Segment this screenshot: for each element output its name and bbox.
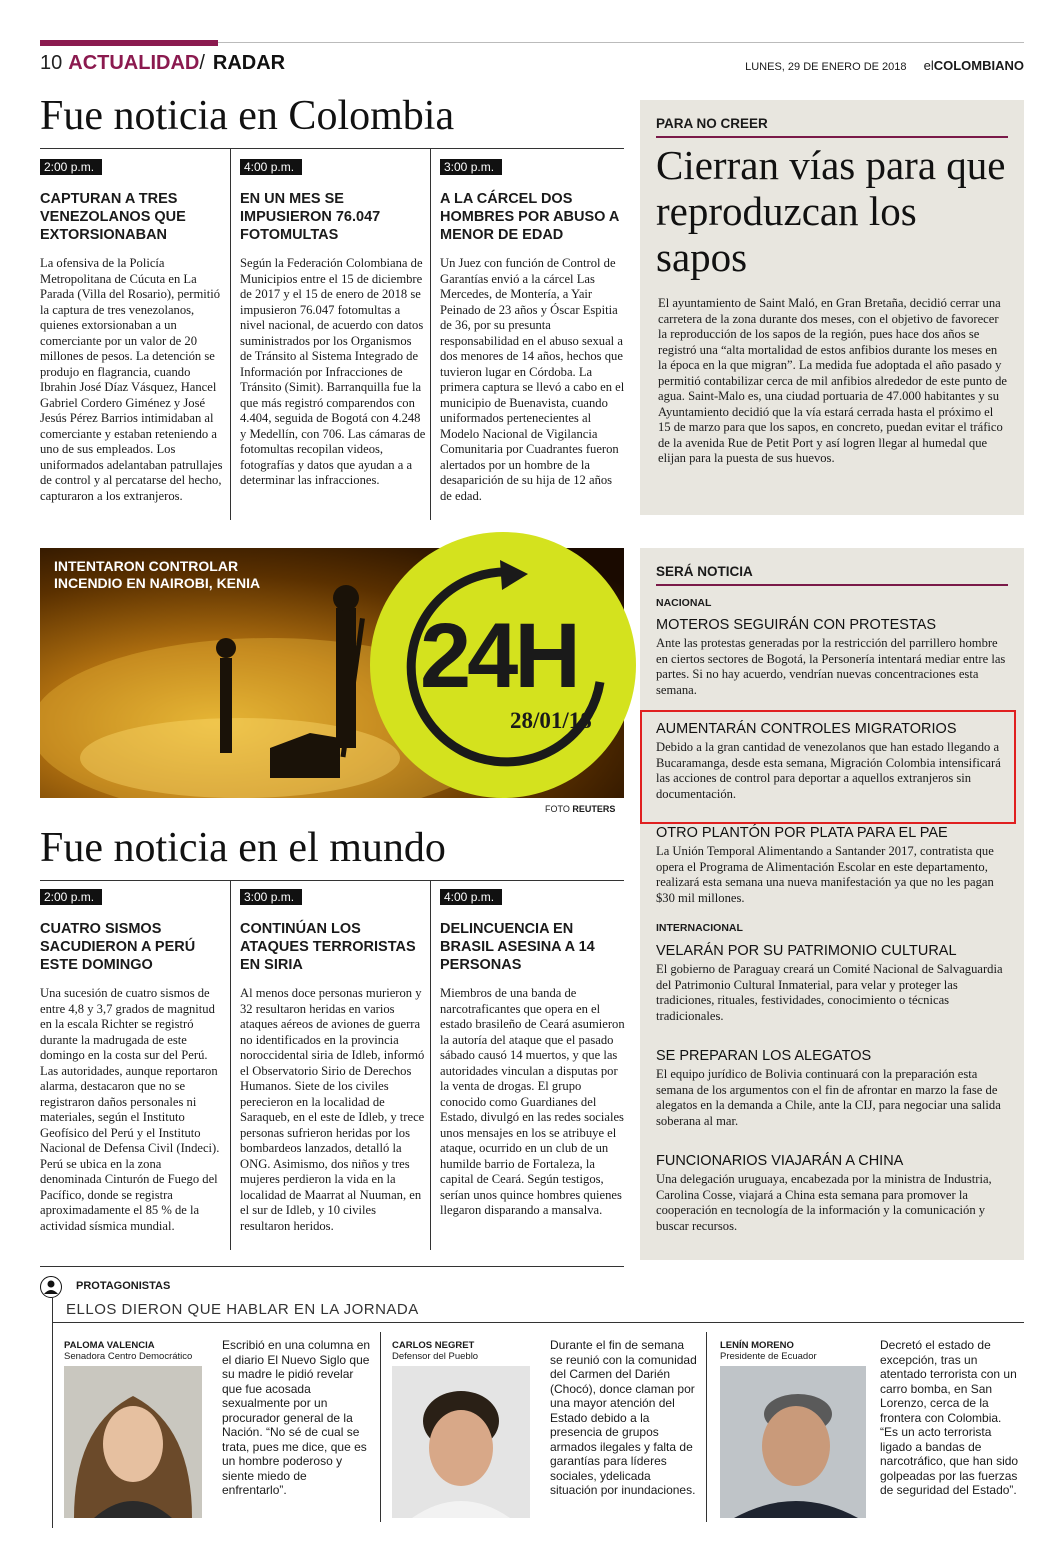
- protagonistas-vline: [52, 1298, 53, 1528]
- header-meta: [745, 58, 1024, 73]
- item-title: MOTEROS SEGUIRÁN CON PROTESTAS: [656, 617, 937, 633]
- internacional-label: INTERNACIONAL: [656, 922, 743, 934]
- issue-date: LUNES, 29 DE ENERO DE 2018: [745, 61, 907, 73]
- para-no-creer-panel: [640, 100, 1024, 515]
- sera-noticia-item: [656, 943, 1008, 1024]
- sera-noticia-item: [656, 1048, 1008, 1129]
- story-body: Una sucesión de cuatro sismos de entre 4,8 y 3,7 grados de magnitud en la escala Richter se registró durante la madrugada de este domingo en la costa sur del Perú. Las autoridades, aunque reportaron alarma, destacaron que no se registraron daños personales ni materiales, según el Instituto Geofísico del Perú y el Instituto Nacional de Defensa Civil (Indeci). Perú se ubica en la zona denominada Cinturón de Fuego del Pacífico, donde se registra aproximadamente el 85 % de la actividad sísmica mundial.: [40, 986, 220, 1233]
- person-icon: [40, 1276, 62, 1298]
- header-accent-bar: [40, 40, 218, 46]
- story-body: La ofensiva de la Policía Metropolitana de Cúcuta en La Parada (Villa del Rosario), permitió la captura de tres venezolanos, quienes extorsionaban a un comerciante por un valor de 20 millones de pesos. La detención se produjo en flagrancia, cuando Ibrahin José Díaz Vásquez, Hancel Gabriel Cordero Giménez y José Jesús Pérez Barrios intimidaban al comerciante y estaban reteniendo a uno de sus empleados. Los uniformados adelantaban patrullajes de control y al percatarse del hecho, capturaron a los extranjeros.: [40, 256, 223, 503]
- item-body: El gobierno de Paraguay creará un Comité Nacional de Salvaguardia del Patrimonio Cultural Inmaterial, para velar y proteger las tradiciones, rituales, festividades, conocimiento o técnicas tradicionales.: [656, 962, 1003, 1023]
- story-time: 2:00 p.m.: [40, 889, 102, 905]
- header-rule: [218, 42, 1024, 43]
- mundo-rule: [40, 880, 624, 881]
- colombia-story-3: [440, 158, 626, 504]
- section-separator: /: [199, 52, 205, 74]
- story-time: 4:00 p.m.: [440, 889, 502, 905]
- sera-noticia-item: [656, 825, 1008, 906]
- item-title: OTRO PLANTÓN POR PLATA PARA EL PAE: [656, 825, 948, 841]
- column-separator: [230, 148, 231, 520]
- story-body: Miembros de una banda de narcotraficantes que opera en el estado brasileño de Ceará asumieron la autoría del ataque que el pasado sábado causó 14 muertos, y que las autoridades vinculan a disputas por la venta de drogas. El grupo conocido como Guardianes del Estado, divulgó en las redes sociales unos mensajes en los se atribuye el ataque, ocurrido en un club de un humilde barrio de Fortaleza, la capital de Ceará. Según testigos, serían unos quince hombres quienes llegaron disparando a mansalva.: [440, 986, 625, 1217]
- column-separator: [230, 880, 231, 1250]
- section-header: [40, 52, 285, 75]
- protagonistas-top-rule: [52, 1322, 1024, 1323]
- person-text: Decretó el estado de excepción, tras un atentado terrorista con un carro bomba, en San Lorenzo, cerca de la frontera con Colombia. “Es un acto terrorista ligado a bandas de narcotráfico, que han sido golpeadas por las fuerzas de seguridad del Estado”.: [880, 1338, 1019, 1497]
- column-separator: [430, 880, 431, 1250]
- story-headline: DELINCUENCIA EN BRASIL ASESINA A 14 PERSONAS: [440, 921, 595, 973]
- person-role: Defensor del Pueblo: [392, 1351, 479, 1362]
- story-headline: CUATRO SISMOS SACUDIERON A PERÚ ESTE DOMINGO: [40, 921, 196, 973]
- story-body: Un Juez con función de Control de Garantías envió a la cárcel Las Mercedes, de Montería, a Yair Peinado de 23 años y Óscar Espitia de 36, por su presunta responsabilidad en el abuso sexual a dos menores de 14 años, hechos que tuvieron lugar en Córdoba. La primera captura se llevó a cabo en el municipio de Buenavista, cuando uniformados pertenecientes al Modelo Nacional de Vigilancia Comunitaria por Cuadrantes fueron alertados por un hombre de la desaparición de su hija de 12 años de edad.: [440, 256, 625, 503]
- portrait-illustration: [64, 1366, 202, 1518]
- photo-credit: FOTO REUTERS: [545, 804, 616, 814]
- story-body: Al menos doce personas murieron y 32 resultaron heridas en varios ataques aéreos de aviones de guerra no identificados en la provincia noroccidental siria de Idleb, informó el Observatorio Sirio de Derechos Humanos. Siete de los civiles perecieron en la localidad de Saraqueb, en el este de Idleb, y trece personas sufrieron heridas por los bombardeos lanzados, detalló la ONG. Asimismo, dos niños y tres mujeres perdieron la vida en la localidad de Maarrat al Nuuman, en el sur de Idleb, y 10 civiles resultaron heridos.: [240, 986, 425, 1233]
- sera-noticia-item: [656, 1153, 1008, 1234]
- story-headline: CAPTURAN A TRES VENEZOLANOS QUE EXTORSIONABAN: [40, 191, 186, 243]
- person-role: Senadora Centro Democrático: [64, 1351, 193, 1362]
- portrait-illustration: [392, 1366, 530, 1518]
- avatar: [392, 1366, 530, 1518]
- story-time: 4:00 p.m.: [240, 159, 302, 175]
- story-headline: CONTINÚAN LOS ATAQUES TERRORISTAS EN SIRIA: [240, 921, 416, 973]
- mundo-title: Fue noticia en el mundo: [40, 825, 446, 871]
- panel-rule: [656, 584, 1008, 586]
- protagonistas-subtitle: ELLOS DIERON QUE HABLAR EN LA JORNADA: [66, 1301, 419, 1318]
- panel-label: PARA NO CREER: [656, 116, 768, 131]
- avatar: [64, 1366, 202, 1518]
- portrait-illustration: [720, 1366, 866, 1518]
- story-body: Según la Federación Colombiana de Municipios entre el 15 de diciembre de 2017 y el 15 de enero de 2018 se impusieron 76.047 fotomultas a nivel nacional, de acuerdo con datos suministrados por los Organismos de Tránsito al Sistema Integrado de Información por Infracciones de Tránsito (Simit). Barranquilla fue la que más registró comparendos con 4.404, seguida de Bogotá con 4.248 y Medellín, con 706. Las cámaras de fotomultas recopilan videos, fotografías y datos que ayudan a a determinar las infracciones.: [240, 256, 426, 487]
- section-name: ACTUALIDAD: [68, 52, 200, 74]
- panel-rule: [656, 136, 1008, 138]
- mundo-story-2: [240, 888, 426, 1234]
- person-role: Presidente de Ecuador: [720, 1351, 817, 1362]
- story-time: 3:00 p.m.: [440, 159, 502, 175]
- item-body: El equipo jurídico de Bolivia continuará con la preparación esta semana de los argumentos con el fin de afrontar en marzo la fase de alegatos en la demanda a Chile, ante la CIJ, para negociar una salida soberana al mar.: [656, 1067, 1001, 1128]
- panel-label: SERÁ NOTICIA: [656, 564, 753, 579]
- sera-noticia-panel: [640, 548, 1024, 1260]
- item-title: SE PREPARAN LOS ALEGATOS: [656, 1048, 872, 1064]
- item-body: Debido a la gran cantidad de venezolanos que han estado llegando a Bucaramanga, desde esta semana, Migración Colombia intensificará las acciones de control para deportar a aquellos extranjeros sin documentación.: [656, 740, 1001, 801]
- photo-caption: INTENTARON CONTROLAR INCENDIO EN NAIROBI, KENIA: [54, 558, 261, 591]
- colombia-story-1: [40, 158, 226, 504]
- colombia-story-2: [240, 158, 426, 489]
- colombia-title: Fue noticia en Colombia: [40, 93, 455, 139]
- 24h-date: 28/01/18: [510, 708, 592, 733]
- item-title: VELARÁN POR SU PATRIMONIO CULTURAL: [656, 943, 957, 959]
- sera-noticia-item: [656, 617, 1008, 698]
- page-number: 10: [40, 52, 63, 74]
- protagonistas-label: PROTAGONISTAS: [76, 1280, 171, 1292]
- nacional-label: NACIONAL: [656, 597, 712, 609]
- para-no-creer-body: El ayuntamiento de Saint Maló, en Gran Bretaña, decidió cerrar una carretera de la zona durante dos meses, con el objetivo de favorecer la reproducción de los sapos de la región, pues hace dos años se registró una “alta mortalidad de estos anfibios durante los meses en la época en la que migran”. La medida fue adoptada el año pasado y permitió contabilizar cerca de mil anfibios alrededor de este punto de agua. Saint-Malo es, una ciudad portuaria de 47.000 habitantes y su Ayuntamiento decidió que la vía estará cerrada hasta el próximo el 15 de marzo para que los sapos, en concreto, puedan evitar el tráfico de la avenida Rue de Petit Port y así logren llegar al humedal que elijan para la puesta de sus huevos.: [658, 296, 1007, 465]
- 24h-label: 24H: [420, 605, 577, 707]
- mundo-story-3: [440, 888, 626, 1219]
- 24h-badge: [370, 532, 636, 798]
- item-body: Ante las protestas generadas por la restricción del parrillero hombre en ciertos sectores de Bogotá, la Personería intentará mediar entre las partes. Si no hay acuerdo, vendrían nuevas concentraciones esta semana.: [656, 636, 1006, 697]
- item-title: FUNCIONARIOS VIAJARÁN A CHINA: [656, 1153, 904, 1169]
- colombia-rule: [40, 148, 624, 149]
- story-headline: A LA CÁRCEL DOS HOMBRES POR ABUSO A MENOR DE EDAD: [440, 191, 619, 243]
- item-body: Una delegación uruguaya, encabezada por la ministra de Industria, Carolina Cosse, viajará a China esta semana para promover la cooperación en tecnología de la información y la comunicación y buscar recursos.: [656, 1172, 992, 1233]
- protagonistas-rule: [40, 1266, 624, 1267]
- person-name: PALOMA VALENCIA: [64, 1340, 155, 1351]
- item-title: AUMENTARÁN CONTROLES MIGRATORIOS: [656, 721, 957, 737]
- person-name: CARLOS NEGRET: [392, 1340, 475, 1351]
- item-body: La Unión Temporal Alimentando a Santander 2017, contratista que opera el Programa de Alimentación Escolar en este departamento, realizará esta semana una nueva manifestación ya que no les pagan $30 mil millones.: [656, 844, 994, 905]
- brand-logo: elCOLOMBIANO: [923, 58, 1024, 73]
- avatar: [720, 1366, 866, 1518]
- story-time: 3:00 p.m.: [240, 889, 302, 905]
- highlight-box: [640, 710, 1016, 824]
- person-name: LENÍN MORENO: [720, 1340, 794, 1351]
- subsection-name: RADAR: [212, 52, 286, 74]
- person-text: Durante el fin de semana se reunió con la comunidad del Carmen del Darién (Chocó), donce claman por una mayor atención del Estado debido a la presencia de grupos armados ilegales y falta de garantías para líderes sociales, ydelicada situación por inundaciones.: [550, 1338, 697, 1497]
- story-headline: EN UN MES SE IMPUSIERON 76.047 FOTOMULTAS: [240, 191, 381, 243]
- person-text: Escribió en una columna en el diario El Nuevo Siglo que su madre le pidió revelar que fue acosada sexualmente por un procurador general de la Nación. “No sé de cual se trata, pues me dice, que es un hombre poderoso y siente miedo de enfrentarlo”.: [222, 1338, 371, 1497]
- mundo-story-1: [40, 888, 226, 1234]
- column-separator: [706, 1332, 707, 1522]
- para-no-creer-headline: Cierran vías para que reproduzcan los sapos: [656, 142, 1006, 280]
- column-separator: [430, 148, 431, 520]
- story-time: 2:00 p.m.: [40, 159, 102, 175]
- column-separator: [380, 1332, 381, 1522]
